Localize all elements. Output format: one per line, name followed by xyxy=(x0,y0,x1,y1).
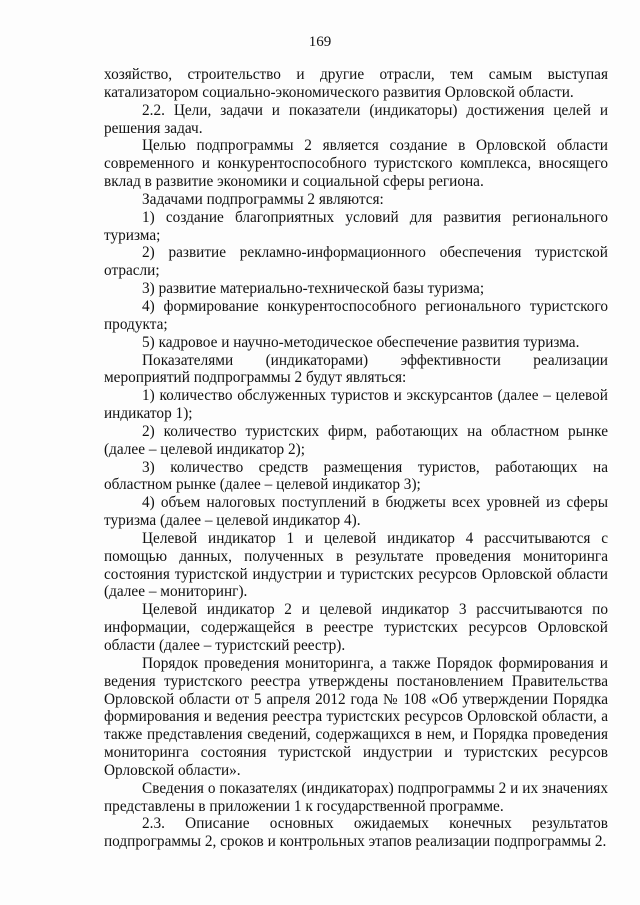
paragraph: 2) развитие рекламно-информационного обеспечения туристской отрасли; xyxy=(104,244,608,280)
paragraph: 2) количество туристских фирм, работающих на областном рынке (далее – целевой индикатор 2); xyxy=(104,422,608,458)
paragraph: 1) создание благоприятных условий для развития регионального туризма; xyxy=(104,208,608,244)
paragraph: 5) кадровое и научно-методическое обеспечение развития туризма. xyxy=(142,333,580,351)
paragraph: Целевой индикатор 2 и целевой индикатор 3 рассчитываются по информации, содержащейся в реестре туристских ресурсов Орловской области (далее – туристский реестр). xyxy=(104,601,608,654)
document-body xyxy=(104,66,608,851)
paragraph: Целью подпрограммы 2 является создание в Орловской области современного и конкурентоспособного туристского комплекса, вносящего вклад в развитие экономики и социальной сферы региона. xyxy=(104,137,608,191)
paragraph: Сведения о показателях (индикаторах) подпрограммы 2 и их значениях представлены в приложении 1 к государственной программе. xyxy=(104,779,608,815)
paragraph: хозяйство, строительство и другие отрасли, тем самым выступая катализатором социально-экономического развития Орловской области. xyxy=(104,66,608,101)
paragraph: 2.2. Цели, задачи и показатели (индикаторы) достижения целей и решения задач. xyxy=(104,101,608,137)
paragraph: 2.3. Описание основных ожидаемых конечных результатов подпрограммы 2, сроков и контрольных этапов реализации подпрограммы 2. xyxy=(104,815,608,851)
page-number: 169 xyxy=(308,34,332,50)
paragraph: Порядок проведения мониторинга, а также Порядок формирования и ведения туристского реестра утверждены постановлением Правительства Орловской области от 5 апреля 2012 года № 108 «Об утверждении Порядка формирования и ведения реестра туристских ресурсов Орловской области, а также представления сведений, содержащихся в нем, и Порядка проведения мониторинга состояния туристской индустрии и туристских ресурсов Орловской области». xyxy=(104,654,608,779)
paragraph: Целевой индикатор 1 и целевой индикатор 4 рассчитываются с помощью данных, полученных в результате проведения мониторинга состояния туристской индустрии и туристских ресурсов Орловской области (далее – мониторинг). xyxy=(104,529,608,601)
paragraph: 3) развитие материально-технической базы туризма; xyxy=(142,280,485,298)
paragraph: 3) количество средств размещения туристов, работающих на областном рынке (далее – целевой индикатор 3); xyxy=(104,458,608,494)
paragraph: 1) количество обслуженных туристов и экскурсантов (далее – целевой индикатор 1); xyxy=(104,387,608,423)
paragraph: 4) формирование конкурентоспособного регионального туристского продукта; xyxy=(104,297,608,333)
paragraph: 4) объем налоговых поступлений в бюджеты всех уровней из сферы туризма (далее – целевой индикатор 4). xyxy=(104,494,608,530)
paragraph: Задачами подпрограммы 2 являются: xyxy=(142,190,384,208)
paragraph: Показателями (индикаторами) эффективности реализации мероприятий подпрограммы 2 будут являться: xyxy=(104,351,608,387)
